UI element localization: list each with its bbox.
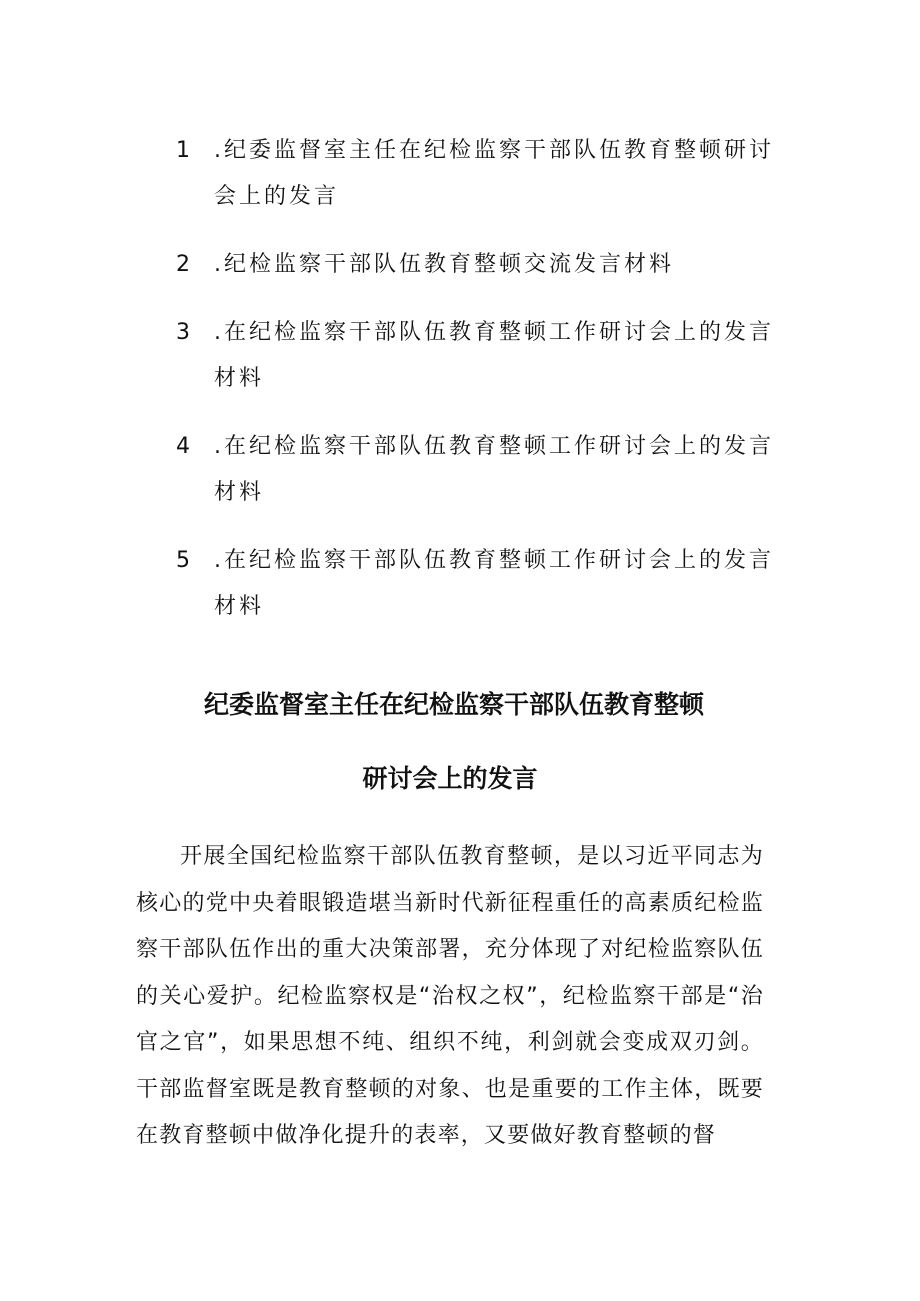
toc-item-5	[176, 538, 776, 630]
toc-item-number: 5	[176, 548, 193, 573]
table-of-contents	[176, 128, 776, 652]
toc-item-number: 1	[176, 138, 193, 163]
document-title-line-2: 研讨会上的发言	[362, 764, 538, 793]
toc-item-number: 2	[176, 252, 193, 277]
toc-item-4	[176, 424, 776, 516]
toc-item-text: .纪委监督室主任在纪检监察干部队伍教育整顿研讨会上的发言	[214, 138, 774, 209]
toc-item-text: .在纪检监察干部队伍教育整顿工作研讨会上的发言材料	[214, 434, 774, 505]
toc-item-1	[176, 128, 776, 220]
body-paragraph: 开展全国纪检监察干部队伍教育整顿，是以习近平同志为核心的党中央着眼锻造堪当新时代新征程重任的高素质纪检监察干部队伍作出的重大决策部署，充分体现了对纪检监察队伍的关心爱护。纪检监察权是“治权之权”，纪检监察干部是“治官之官”，如果思想不纯、组织不纯，利剑就会变成双刃剑。干部监督室既是教育整顿的对象、也是重要的工作主体，既要在教育整顿中做净化提升的表率，又要做好教育整顿的督	[136, 844, 764, 1148]
toc-item-text: .在纪检监察干部队伍教育整顿工作研讨会上的发言材料	[214, 320, 774, 391]
toc-item-3	[176, 310, 776, 402]
document-title-line-1: 纪委监督室主任在纪检监察干部队伍教育整顿	[203, 690, 704, 719]
toc-item-text: .在纪检监察干部队伍教育整顿工作研讨会上的发言材料	[214, 548, 774, 619]
toc-item-2	[176, 242, 776, 288]
toc-item-text: .纪检监察干部队伍教育整顿交流发言材料	[214, 252, 674, 277]
toc-item-number: 4	[176, 434, 193, 459]
toc-item-number: 3	[176, 320, 193, 345]
